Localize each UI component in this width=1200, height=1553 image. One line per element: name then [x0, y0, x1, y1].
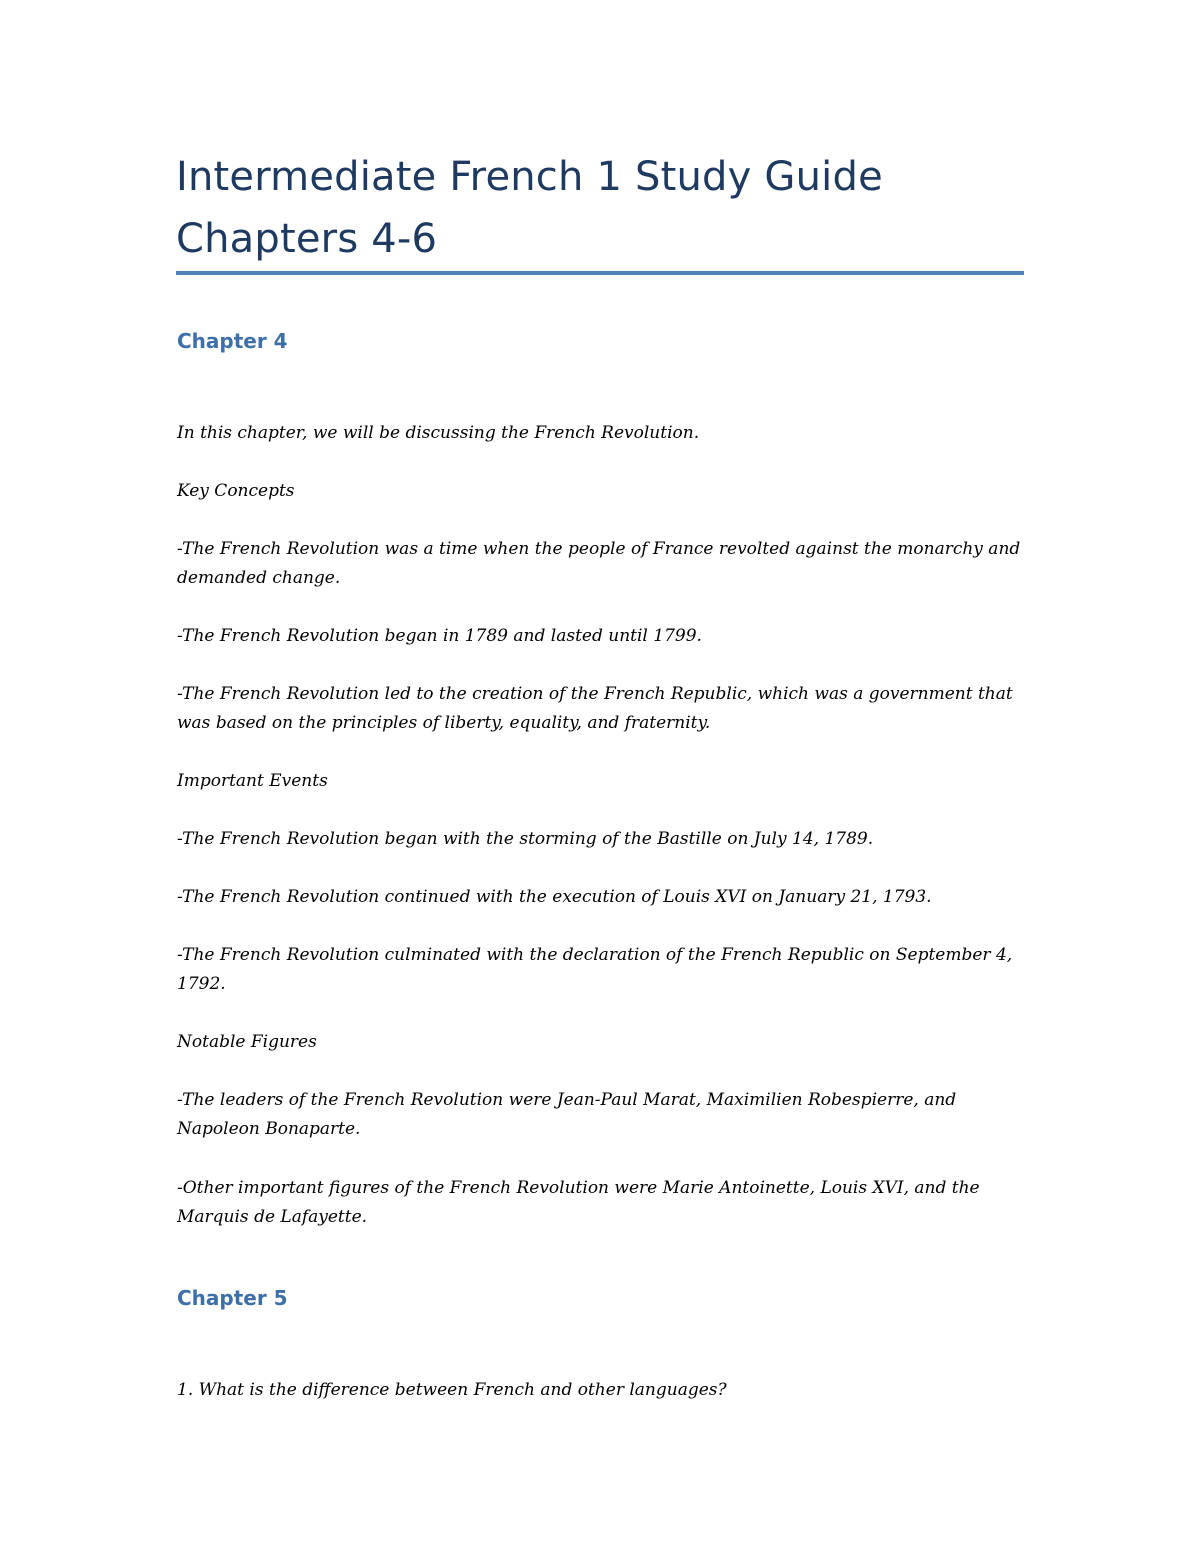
key-concept-item: -The French Revolution was a time when the people of France revolted against the monarchy and demanded change.: [177, 539, 1021, 588]
important-event-item: -The French Revolution began with the storming of the Bastille on July 14, 1789.: [177, 829, 874, 849]
important-event-item: -The French Revolution continued with the execution of Louis XVI on January 21, 1793.: [177, 887, 932, 907]
title-underline: [176, 271, 1024, 275]
chapter-5-heading: Chapter 5: [177, 1286, 288, 1310]
important-events-label: Important Events: [177, 771, 328, 791]
key-concept-item: -The French Revolution began in 1789 and lasted until 1799.: [177, 626, 702, 646]
document-title: [176, 146, 1026, 270]
important-event-item: -The French Revolution culminated with the declaration of the French Republic on September 4, 1792.: [177, 945, 1013, 994]
key-concept-item: -The French Revolution led to the creation of the French Republic, which was a government that was based on the principles of liberty, equality, and fraternity.: [177, 684, 1013, 733]
notable-figures-label: Notable Figures: [177, 1032, 317, 1052]
chapter-4-heading: Chapter 4: [177, 329, 288, 353]
key-concepts-label: Key Concepts: [177, 481, 295, 501]
title-line-2: Chapters 4-6: [176, 216, 438, 262]
chapter-4-intro: In this chapter, we will be discussing the French Revolution.: [177, 423, 700, 443]
title-line-1: Intermediate French 1 Study Guide: [176, 154, 883, 200]
notable-figure-item: -The leaders of the French Revolution were Jean-Paul Marat, Maximilien Robespierre, and Napoleon Bonaparte.: [177, 1090, 957, 1139]
notable-figure-item: -Other important figures of the French Revolution were Marie Antoinette, Louis XVI, and the Marquis de Lafayette.: [177, 1178, 980, 1227]
chapter-5-question: 1. What is the difference between French and other languages?: [177, 1380, 727, 1400]
